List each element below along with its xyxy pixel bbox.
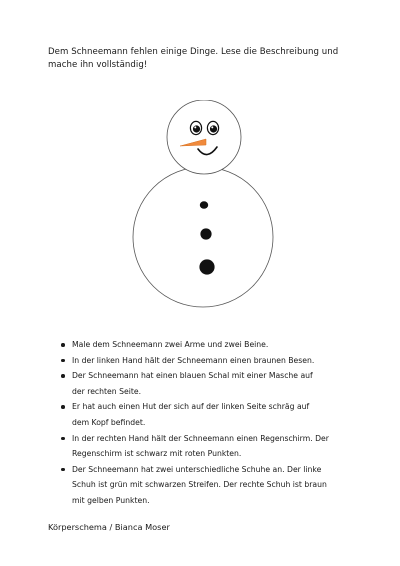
coal-button-middle (200, 228, 211, 239)
coal-button-top (200, 201, 208, 209)
task-list (58, 337, 372, 509)
snowman-head (167, 100, 241, 174)
task-line: dem Kopf befindet. (72, 417, 146, 427)
instructions-line-1: Dem Schneemann fehlen einige Dinge. Lese die Beschreibung und (48, 47, 339, 57)
task-item (72, 368, 372, 399)
task-line: Er hat auch einen Hut der sich auf der linken Seite schräg auf (72, 402, 310, 412)
task-line: Regenschirm ist schwarz mit roten Punkten. (72, 449, 242, 459)
task-item (72, 431, 372, 462)
instructions-line-2: mache ihn vollständig! (48, 60, 148, 70)
task-line: mit gelben Punkten. (72, 495, 150, 505)
coal-button-bottom (199, 259, 214, 274)
task-line: In der rechten Hand hält der Schneemann einen Regenschirm. Der (72, 433, 329, 443)
task-item (72, 337, 372, 353)
task-line: Male dem Schneemann zwei Arme und zwei Beine. (72, 340, 269, 349)
task-line: Der Schneemann hat zwei unterschiedliche Schuhe an. Der linke (72, 464, 322, 474)
task-line: Der Schneemann hat einen blauen Schal mit einer Masche auf (72, 371, 313, 381)
task-line: der rechten Seite. (72, 386, 142, 396)
task-line: In der linken Hand hält der Schneemann einen braunen Besen. (72, 355, 315, 365)
task-item (72, 462, 372, 509)
task-item (72, 353, 372, 369)
footer-credit: Körperschema / Bianca Moser (48, 522, 170, 532)
snowman-illustration (128, 100, 278, 320)
task-line: Schuh ist grün mit schwarzen Streifen. Der rechte Schuh ist braun (72, 480, 327, 490)
instructions-text (48, 46, 348, 72)
task-item (72, 399, 372, 430)
